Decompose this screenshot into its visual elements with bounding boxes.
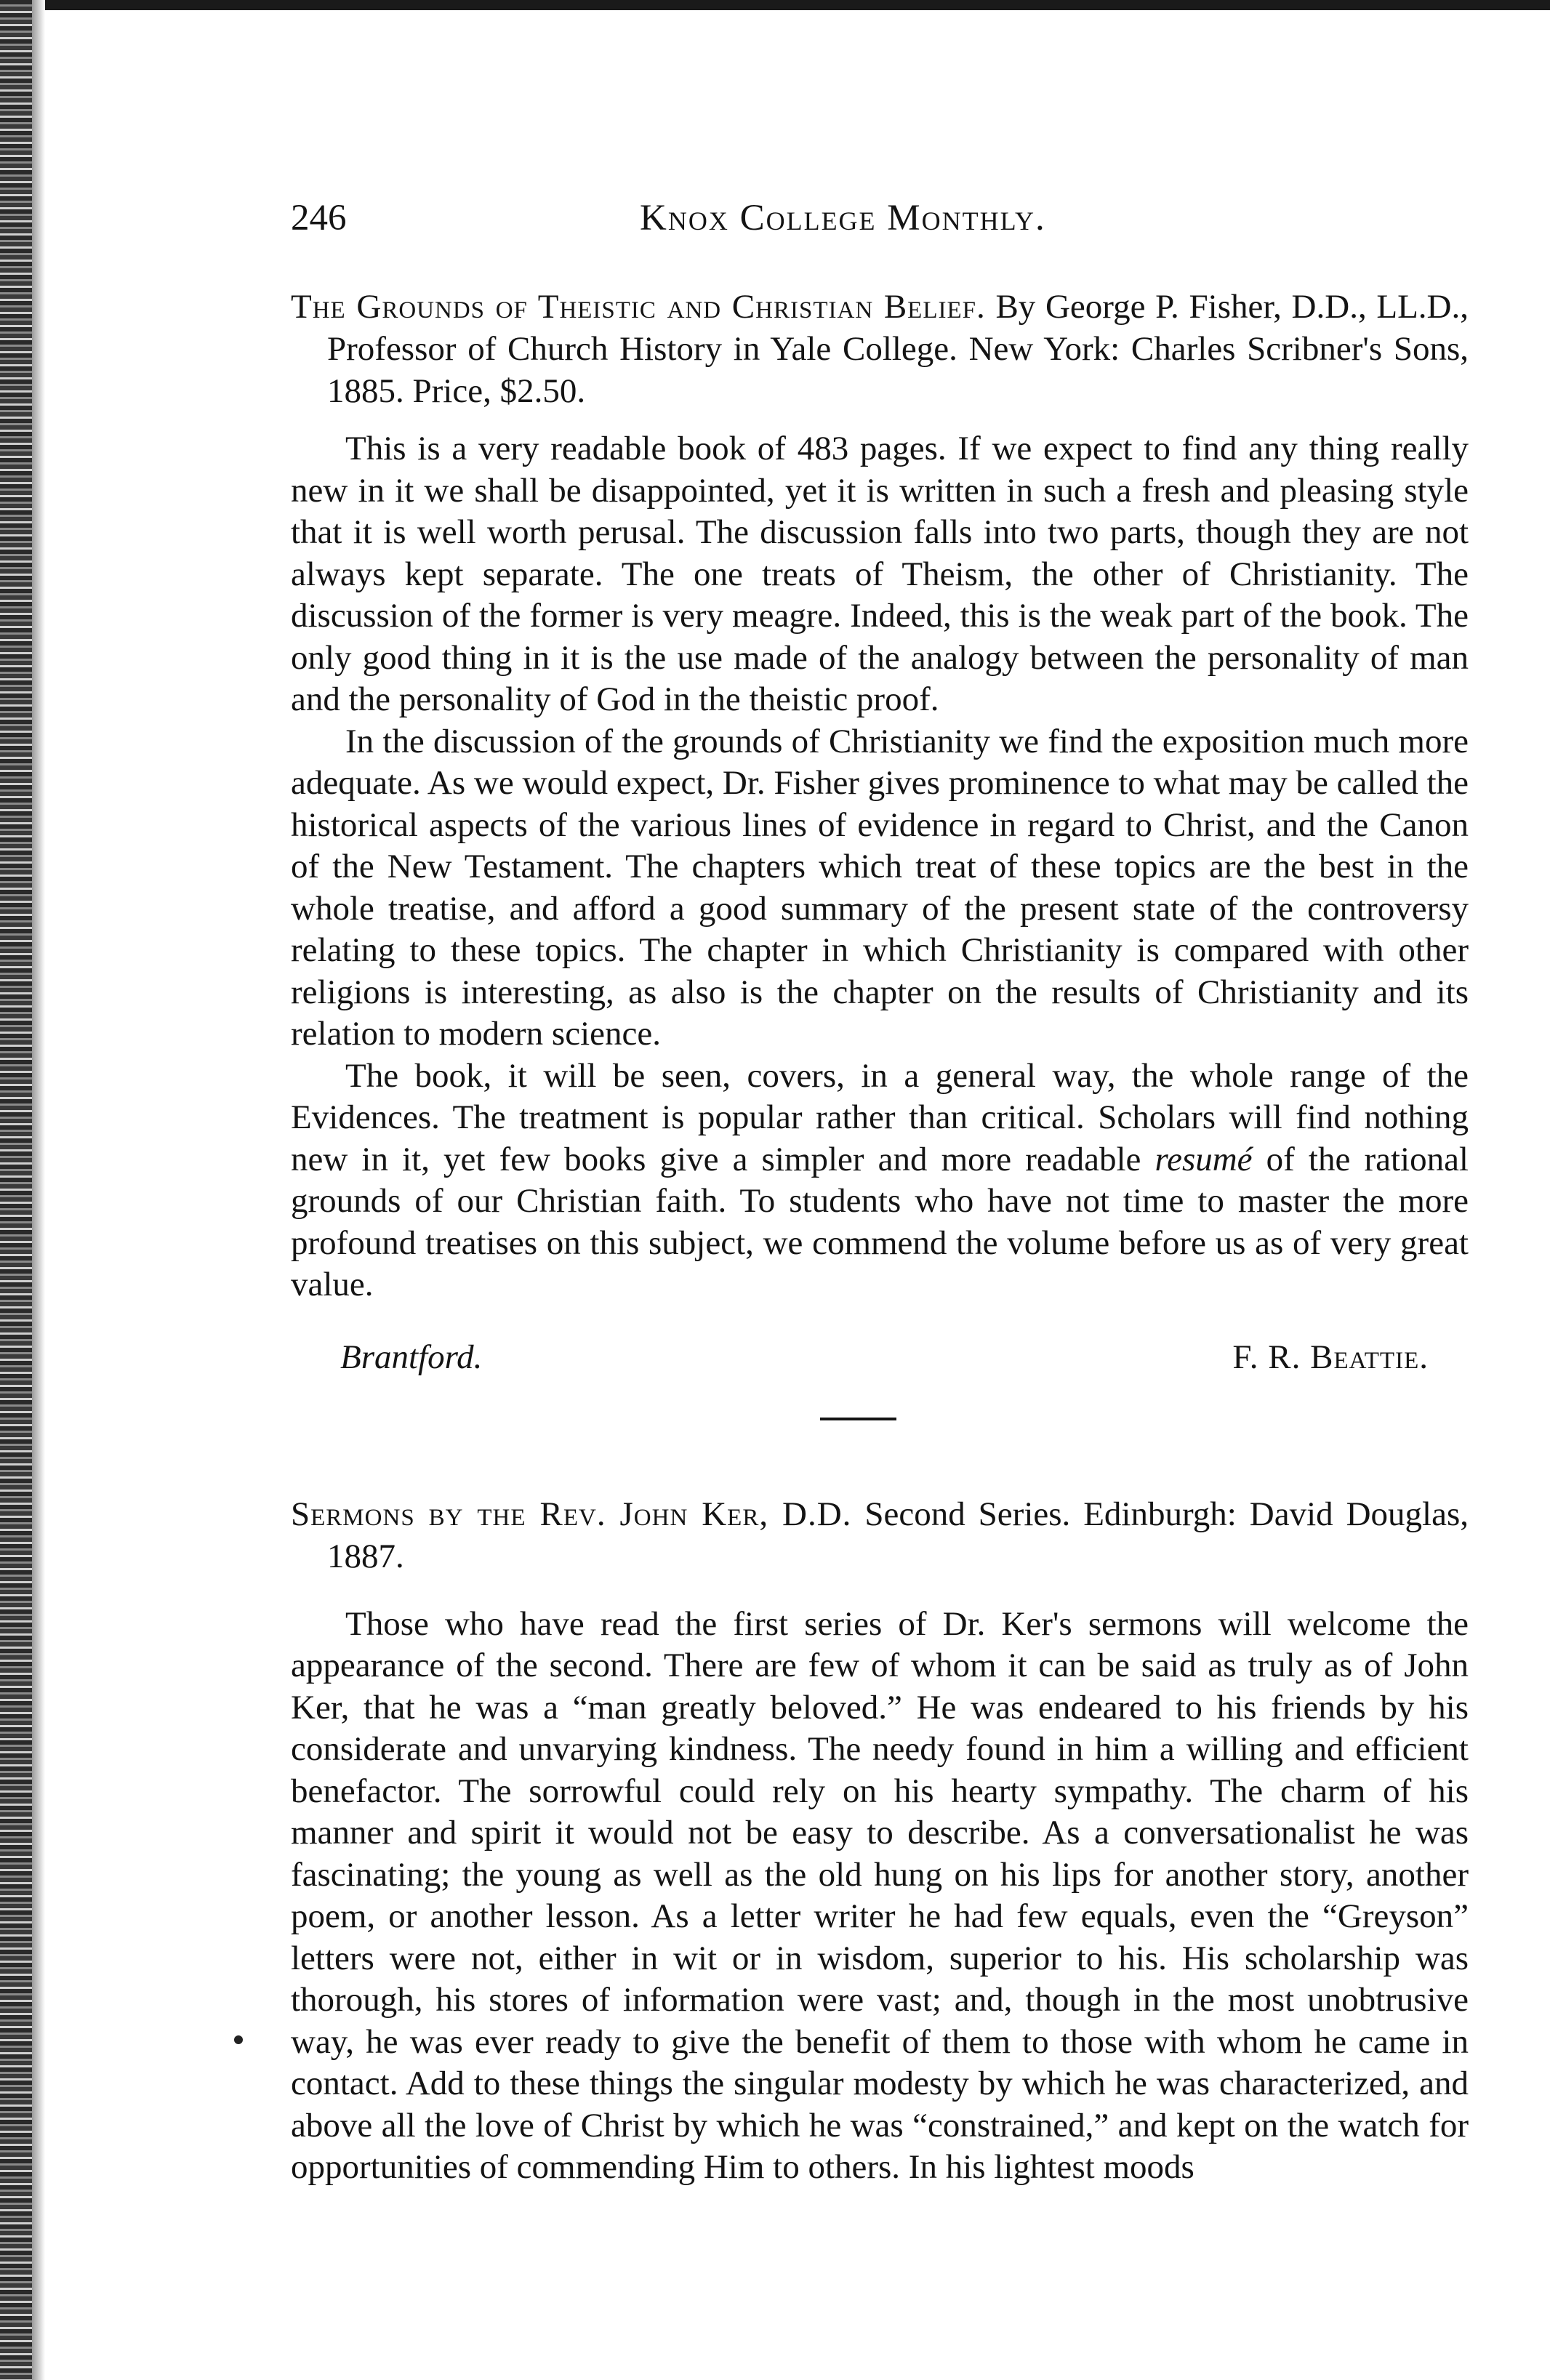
review-two-book-title: Sermons by the Rev. John Ker, D.D. [291,1495,852,1533]
review-one-signature [291,1335,1469,1379]
review-one-paragraph-3-start: The book, it will be seen, covers, in a general way, the whole range of the Evidences. The treatment is popular rather than critical. Scholars will find nothing new in it, yet few books give a simpler and more readable [291,1056,1469,1178]
page-content [291,193,1469,2189]
review-one-book-title: The Grounds of Theistic and Christian Belief. [291,288,986,326]
journal-title: Knox College Monthly. [640,198,1046,238]
review-one-paragraph-1: This is a very readable book of 483 pages. If we expect to find any thing really new in it we shall be disappointed, yet it is written in such a fresh and pleasing style that it is well worth perusal. The discussion falls into two parts, though they are not always kept separate. The one treats of Theism, the other of Christianity. The discussion of the former is very meagre. Indeed, this is the weak part of the book. The only good thing in it is the use made of the analogy between the personality of man and the personality of God in the theistic proof. [291,430,1469,718]
scan-left-shadow [32,0,45,2380]
review-two-citation [291,1493,1469,1577]
review-one-paragraph-3 [291,1056,1469,1306]
review-two-body [291,1604,1469,2189]
review-one-citation [291,286,1469,412]
review-two-publication-details: Second Series. Edinburgh: David Douglas, 1887. [327,1495,1469,1575]
signature-author: F. R. Beattie. [1232,1338,1429,1376]
signature-place: Brantford. [340,1338,483,1376]
review-one-publication-details: By George P. Fisher, D.D., LL.D., Professor of Church History in Yale College. New York: Charles Scribner's Sons, 1885. Price, $2.50. [327,288,1469,410]
scan-top-edge [0,0,1550,10]
running-head [291,193,1469,244]
scan-speck [234,2035,243,2044]
scan-left-binding-edge [0,0,32,2380]
review-one-body [291,428,1469,1306]
review-one-paragraph-3-end: of the rational grounds of our Christian faith. To students who have not time to master the more profound treatises on this subject, we commend the volume before us as of very great value. [291,1140,1469,1303]
review-one-paragraph-2: In the discussion of the grounds of Christianity we find the exposition much more adequate. As we would expect, Dr. Fisher gives prominence to what may be called the historical aspects of the various lines of evidence in regard to Christ, and the Canon of the New Testament. The chapters which treat of these topics are the best in the whole treatise, and afford a good summary of the present state of the controversy relating to these topics. The chapter in which Christianity is compared with other religions is interesting, as also is the chapter on the results of Christianity and its relation to modern science. [291,722,1469,1053]
review-one-italic-word: resumé [1155,1140,1253,1178]
section-divider [820,1418,896,1420]
review-two-paragraph-1: Those who have read the first series of Dr. Ker's sermons will welcome the appearance of the second. There are few of whom it can be said as truly as of John Ker, that he was a “man greatly beloved.” He was endeared to his friends by his considerate and unvarying kindness. The needy found in him a willing and efficient benefactor. The sorrowful could rely on his hearty sympathy. The charm of his manner and spirit it would not be easy to describe. As a conversationalist he was fascinating; the young as well as the old hung on his lips for another story, another poem, or another lesson. As a letter writer he had few equals, even the “Greyson” letters were not, either in wit or in wisdom, superior to his. His scholarship was thorough, his stores of information were vast; and, though in the most unobtrusive way, he was ever ready to give the benefit of them to those with whom he came in contact. Add to these things the singular modesty by which he was characterized, and above all the love of Christ by which he was “constrained,” and kept on the watch for opportunities of commending Him to others. In his lightest moods [291,1604,1469,2186]
page-number: 246 [291,198,347,238]
